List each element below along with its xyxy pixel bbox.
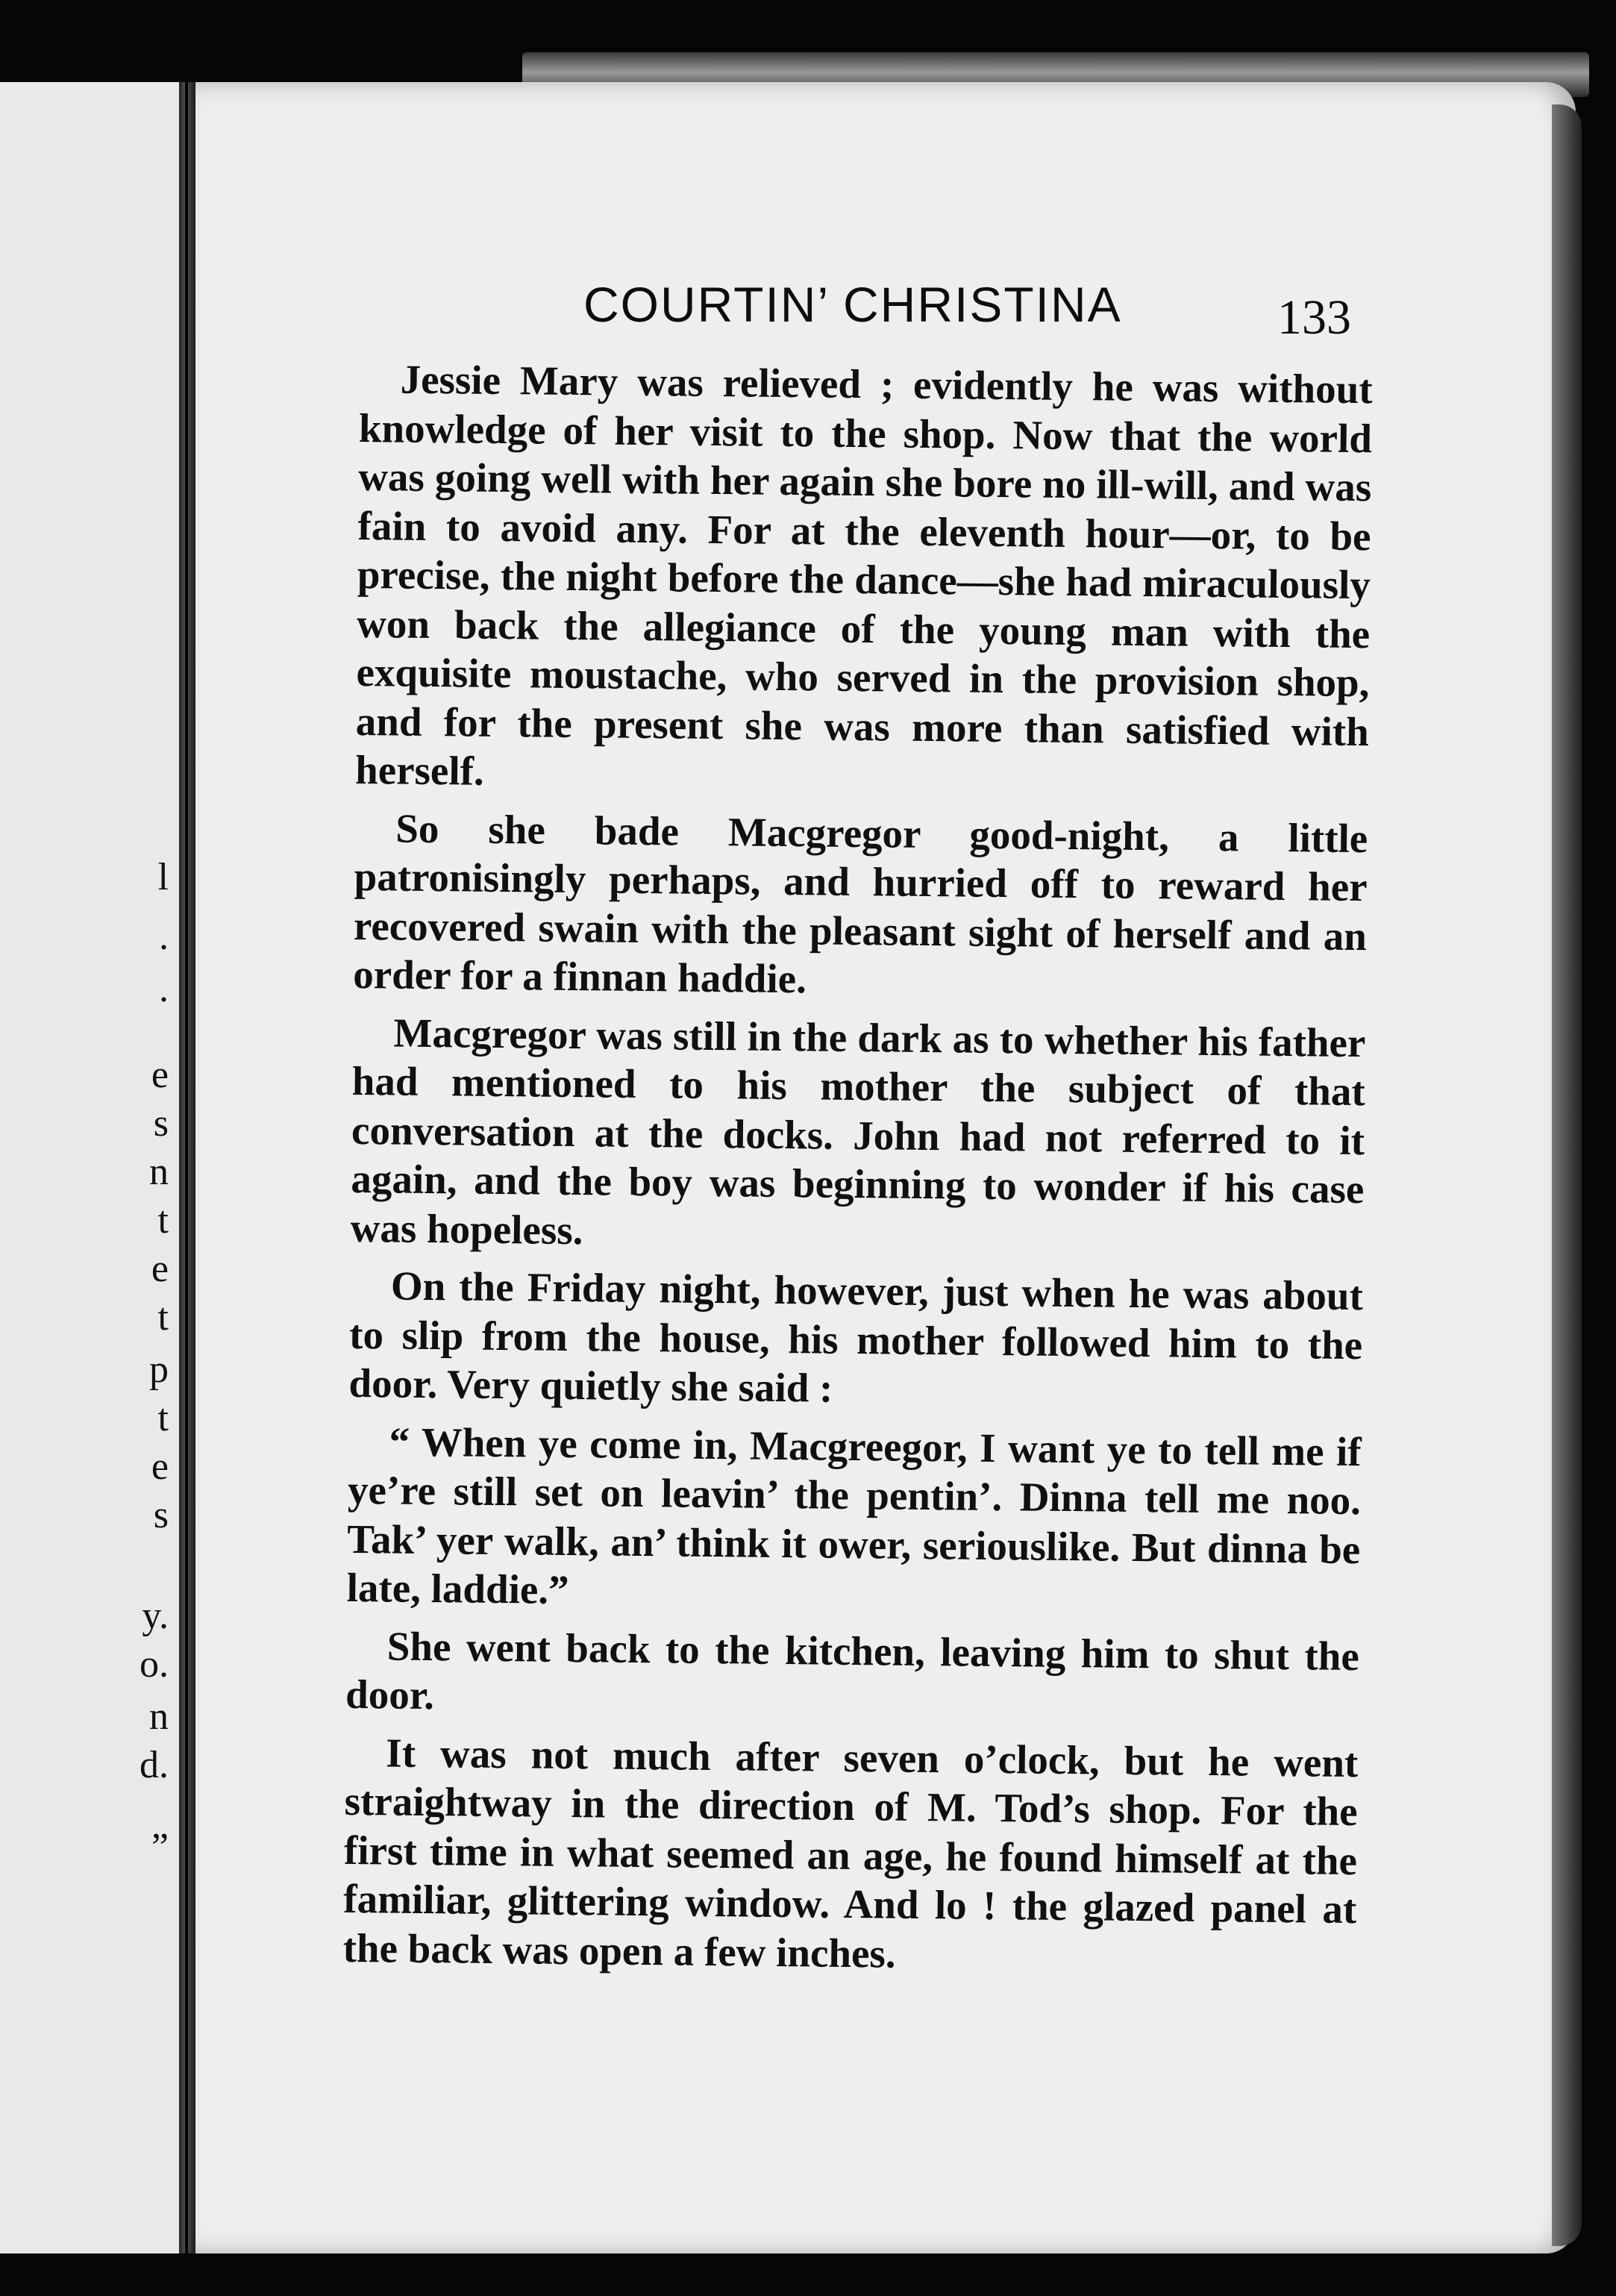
facing-page-char: d. xyxy=(140,1744,169,1786)
book-gutter xyxy=(179,82,195,2253)
page-edge-shadow xyxy=(1552,104,1582,2246)
paragraph: Macgregor was still in the dark as to whether his father had mentioned to his mother the subject of that conversation at the docks. John had not referred to it again, and the boy was beginning to wonder if his case was hopeless. xyxy=(350,1010,1366,1253)
facing-page-fragment xyxy=(0,82,179,2253)
facing-page-char: e xyxy=(151,1445,169,1488)
facing-page-char: n xyxy=(149,1695,169,1738)
paragraph: “ When ye come in, Macgreegor, I want ye to tell me if ye’re still set on leavin’ the pentin’. Dinna tell me noo. Tak’ yer walk, an’ think it ower, seriouslike. But dinna be late, laddie.” xyxy=(346,1418,1362,1613)
facing-page-char: s xyxy=(153,1102,169,1145)
running-head: COURTIN’ CHRISTINA xyxy=(583,277,1122,332)
facing-page-char: ” xyxy=(151,1826,169,1868)
facing-page-char: p xyxy=(149,1348,169,1391)
paragraph: On the Friday night, however, just when he was about to slip from the house, his mother followed him to the door. Very quietly she said : xyxy=(348,1263,1364,1411)
paragraph: So she bade Macgregor good-night, a little patronisingly perhaps, and hurried off to reward her recovered swain with the pleasant sight of herself and an order for a finnan haddie. xyxy=(352,805,1368,1002)
paragraph: It was not much after seven o’clock, but he went straightway in the direction of M. Tod’s shop. For the first time in what seemed an age, he found himself at the familiar, glittering window. And lo ! the glazed panel at the back was open a few inches. xyxy=(342,1729,1359,1977)
facing-page-char: e xyxy=(151,1054,169,1096)
facing-page-char: l xyxy=(157,856,169,898)
paragraph: She went back to the kitchen, leaving him to shut the door. xyxy=(345,1622,1360,1718)
book-page xyxy=(195,82,1576,2253)
facing-page-char: o. xyxy=(140,1643,169,1686)
facing-page-char: n xyxy=(149,1151,169,1193)
page-header xyxy=(195,269,1576,358)
facing-page-char: t xyxy=(157,1397,169,1439)
facing-page-char: t xyxy=(157,1199,169,1242)
page-body xyxy=(342,354,1373,1983)
paragraph: Jessie Mary was relieved ; evidently he was without knowledge of her visit to the shop. Now that the world was going well with her again she bore no ill-will, and was fain to avoid any. For at the eleventh hour—or, to be precise, the night before the dance—she had miraculously won back the allegiance of the young man with the exquisite moustache, who served in the provision shop, and for the present she was more than satisfied with herself. xyxy=(354,356,1373,794)
facing-page-char: . xyxy=(159,968,169,1010)
facing-page-char: s xyxy=(153,1494,169,1536)
page-number: 133 xyxy=(1277,290,1351,345)
facing-page-char: . xyxy=(159,916,169,958)
gutter-shadow-line xyxy=(185,82,188,2253)
facing-page-char: e xyxy=(151,1248,169,1290)
facing-page-char: t xyxy=(157,1296,169,1339)
facing-page-char: y. xyxy=(142,1595,169,1637)
